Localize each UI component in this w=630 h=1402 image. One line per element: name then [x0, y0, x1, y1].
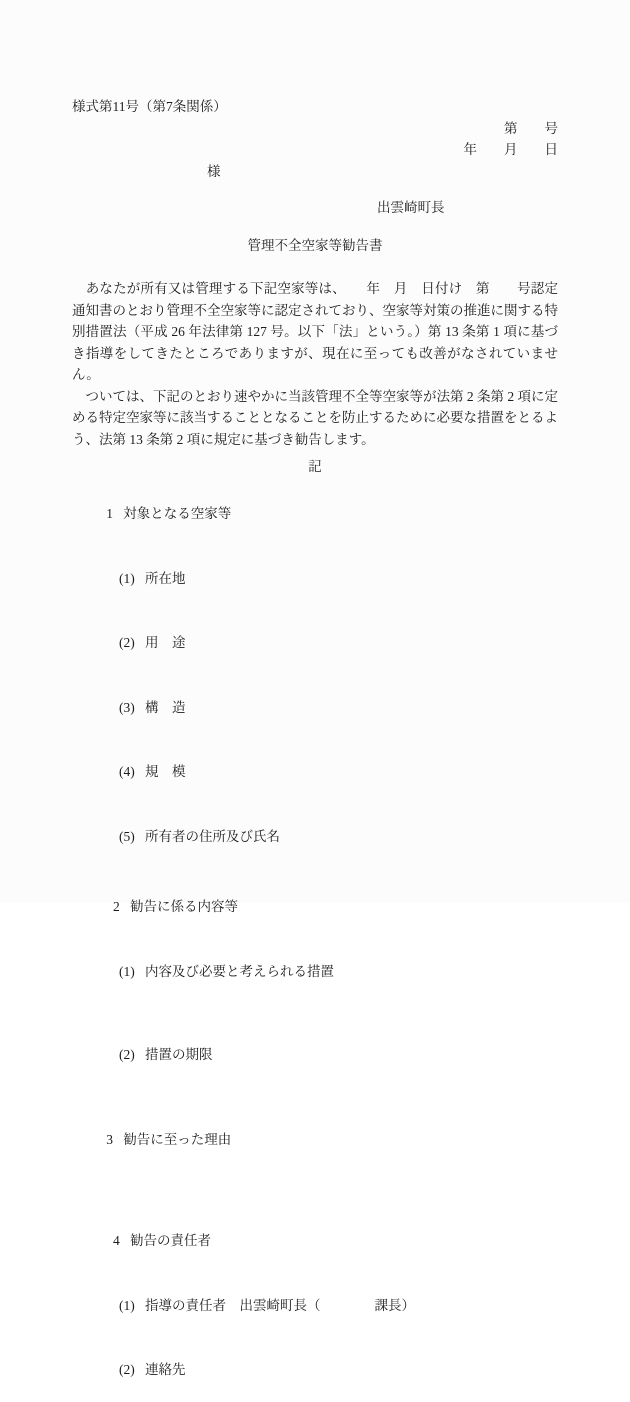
- document-number-blank: 第 号: [72, 118, 558, 140]
- item-number: (4): [119, 761, 145, 783]
- section-4: [72, 1209, 558, 1402]
- section-3-title: 勧告に至った理由: [123, 1132, 231, 1147]
- section-1-heading: [72, 482, 558, 547]
- section-4-title: 勧告の責任者: [130, 1233, 211, 1248]
- item-label: 連絡先: [145, 1362, 186, 1377]
- record-marker: 記: [72, 456, 558, 478]
- section-1-number: 1: [106, 503, 123, 525]
- item-number: (3): [119, 697, 145, 719]
- item-number: (1): [119, 568, 145, 590]
- section-2-heading: [72, 875, 558, 940]
- section-4-number: 4: [113, 1230, 130, 1252]
- date-blank: 年 月 日: [72, 139, 558, 161]
- body-paragraph-2: ついては、下記のとおり速やかに当該管理不全等空家等が法第 2 条第 2 項に定める特定空家等に該当することとなることを防止するために必要な措置をとるよう、法第 13 条第 2 項に規定に基づき勧告します。: [72, 386, 558, 451]
- list-item: [72, 611, 558, 676]
- item-label: 所在地: [145, 571, 186, 586]
- item-number: (2): [119, 632, 145, 654]
- item-label: 規 模: [145, 764, 186, 779]
- list-item: [72, 740, 558, 805]
- list-item: [72, 1338, 558, 1402]
- item-number: (1): [119, 1295, 145, 1317]
- list-item: [72, 675, 558, 740]
- item-number: (5): [119, 826, 145, 848]
- item-label: 構 造: [145, 700, 186, 715]
- document-title: 管理不全空家等勧告書: [72, 235, 558, 257]
- list-item: [72, 1273, 558, 1338]
- list-item: [72, 939, 558, 1004]
- sender-name: 出雲崎町長: [72, 197, 558, 219]
- section-4-heading: [72, 1209, 558, 1274]
- section-3-heading: [72, 1107, 558, 1172]
- item-number: (2): [119, 1359, 145, 1381]
- item-label: 用 途: [145, 635, 186, 650]
- item-number: (1): [119, 961, 145, 983]
- item-number: (2): [119, 1044, 145, 1066]
- item-label: 措置の期限: [145, 1047, 213, 1062]
- addressee-suffix: 様: [72, 161, 558, 183]
- item-label: 指導の責任者 出雲崎町長（ 課長）: [145, 1298, 415, 1313]
- item-label: 内容及び必要と考えられる措置: [145, 964, 334, 979]
- list-item: [72, 804, 558, 869]
- section-1-items: [72, 546, 558, 869]
- section-1-title: 対象となる空家等: [123, 506, 231, 521]
- section-2: [72, 875, 558, 1088]
- section-3-number: 3: [106, 1129, 123, 1151]
- list-item: [72, 1023, 558, 1088]
- form-number: 様式第11号（第7条関係）: [72, 96, 558, 118]
- section-2-number: 2: [113, 896, 130, 918]
- item-label: 所有者の住所及び氏名: [145, 829, 280, 844]
- section-2-title: 勧告に係る内容等: [130, 899, 238, 914]
- body-paragraph-1: あなたが所有又は管理する下記空家等は、 年 月 日付け 第 号認定通知書のとおり管理不全空家等に認定されており、空家等対策の推進に関する特別措置法（平成 26 年法律第 127 号。以下「法」という。）第 13 条第 1 項に基づき指導をしてきたところでありますが、現在に至っても改善がなされていません。: [72, 278, 558, 386]
- list-item: [72, 546, 558, 611]
